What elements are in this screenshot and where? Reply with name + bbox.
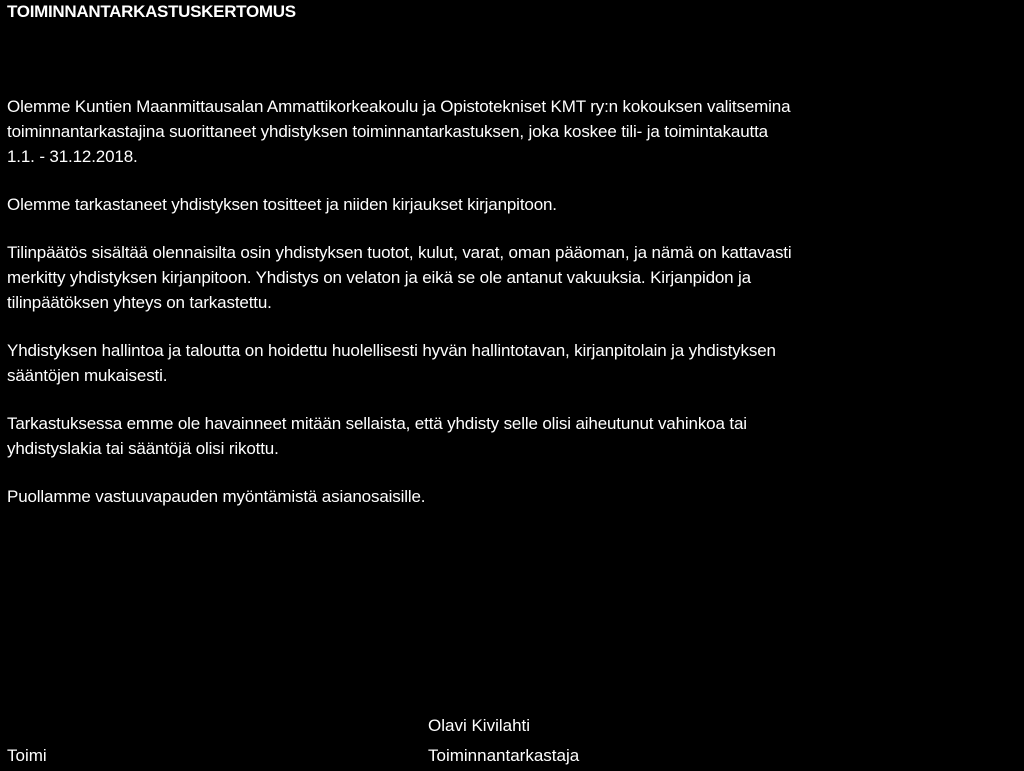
paragraph-line: sääntöjen mukaisesti. (7, 366, 168, 385)
paragraph-4 (7, 338, 1021, 388)
paragraph-2 (7, 192, 1021, 217)
paragraph-line: Yhdistyksen hallintoa ja taloutta on hoidettu huolellisesti hyvän hallintotavan, kirjanpitolain ja yhdistyksen (7, 341, 776, 360)
paragraph-line: 1.1. - 31.12.2018. (7, 147, 138, 166)
paragraph-5 (7, 411, 1021, 461)
paragraph-line: tilinpäätöksen yhteys on tarkastettu. (7, 293, 272, 312)
paragraph-line: Olemme Kuntien Maanmittausalan Ammattikorkeakoulu ja Opistotekniset KMT ry:n kokouksen valitsemina (7, 97, 791, 116)
paragraph-line: Tilinpäätös sisältää olennaisilta osin yhdistyksen tuotot, kulut, varat, oman pääoman, ja nämä on kattavasti (7, 243, 792, 262)
paragraph-3 (7, 240, 1021, 315)
paragraph-line: Tarkastuksessa emme ole havainneet mitään sellaista, että yhdisty selle olisi aiheutunut vahinkoa tai (7, 414, 747, 433)
paragraph-1 (7, 94, 1021, 169)
paragraph-6 (7, 484, 1021, 509)
paragraph-line: Olemme tarkastaneet yhdistyksen tositteet ja niiden kirjaukset kirjanpitoon. (7, 195, 557, 214)
paragraph-line: Puollamme vastuuvapauden myöntämistä asianosaisille. (7, 487, 426, 506)
signatory-role: Toiminnantarkastaja (428, 746, 580, 765)
signature-place: Toimi (7, 746, 47, 765)
document-title: TOIMINNANTARKASTUSKERTOMUS (7, 2, 296, 21)
document-body (7, 94, 1021, 532)
signatory-name: Olavi Kivilahti (428, 716, 531, 735)
paragraph-line: toiminnantarkastajina suorittaneet yhdistyksen toiminnantarkastuksen, joka koskee tili- ja toimintakautta (7, 122, 768, 141)
paragraph-line: merkitty yhdistyksen kirjanpitoon. Yhdistys on velaton ja eikä se ole antanut vakuuksia. Kirjanpidon ja (7, 268, 751, 287)
paragraph-line: yhdistyslakia tai sääntöjä olisi rikottu. (7, 439, 279, 458)
